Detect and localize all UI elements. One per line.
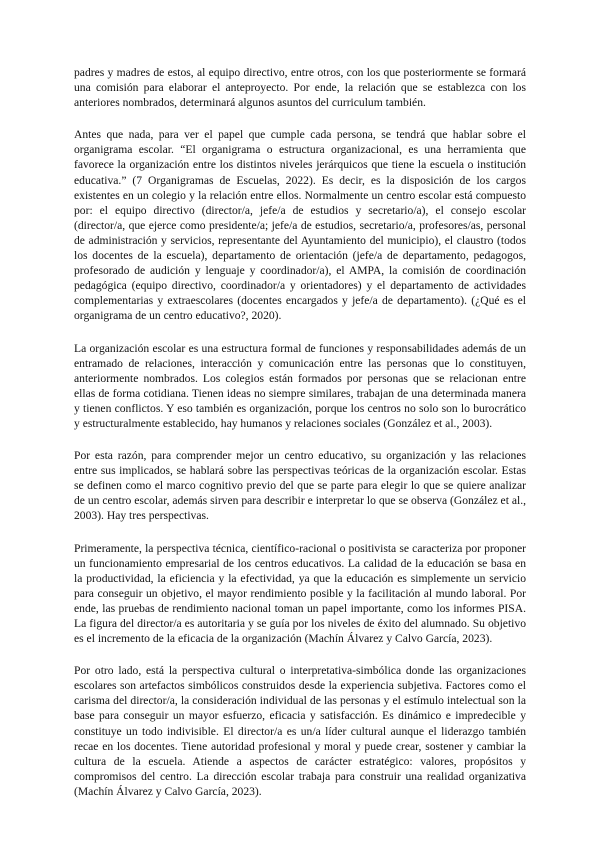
paragraph-organizacion-escolar: La organización escolar es una estructura formal de funciones y responsabilidades además de un entramado de relaciones, interacción y comunicación entre las personas que lo constituyen, anteriormente nombrados. Los colegios están formados por personas que se relacionan entre ellas de forma cotidiana. Tienen ideas no siempre similares, trabajan de una determinada manera y tienen conflictos. Y eso también es organización, porque los centros no solo son lo burocrático y estructuralmente establecido, hay humanos y relaciones sociales (González et al., 2003). (74, 341, 526, 430)
document-page (74, 65, 526, 816)
paragraph-organigrama: Antes que nada, para ver el papel que cumple cada persona, se tendrá que hablar sobre el organigrama escolar. “El organigrama o estructura organizacional, es una herramienta que favorece la organización entre los distintos niveles jerárquicos que tiene la escuela o institución educativa.” (7 Organigramas de Escuelas, 2022). Es decir, es la disposición de los cargos existentes en un colegio y la relación entre ellos. Normalmente un centro escolar está compuesto por: el equipo directivo (director/a, jefe/a de estudios y secretario/a), el consejo escolar (director/a, que ejerce como presidente/a; jefe/a de estudios, secretario/a, profesores/as, personal de administración y servicios, representante del Ayuntamiento del municipio), el claustro (todos los docentes de la escuela), departamento de orientación (jefe/a de departamento, pedagogos, profesorado de audición y lenguaje y coordinador/a), el AMPA, la comisión de coordinación pedagógica (equipo directivo, coordinador/a y orientadores) y el departamento de actividades complementarias y extraescolares (docentes encargados y jefe/a de departamento). (¿Qué es el organigrama de un centro educativo?, 2020). (74, 128, 526, 323)
paragraph-perspectiva-cultural: Por otro lado, está la perspectiva cultural o interpretativa-simbólica donde las organizaciones escolares son artefactos simbólicos construidos desde la experiencia subjetiva. Factores como el carisma del director/a, la consideración individual de las personas y el estímulo intelectual son la base para conseguir un mayor esfuerzo, eficacia y satisfacción. Es dinámico e impredecible y constituye un todo indivisible. El director/a es un/a líder cultural aunque el liderazgo también recae en los docentes. Tiene autoridad profesional y moral y puede crear, sostener y cambiar la cultura de la escuela. Atiende a aspectos de carácter estratégico: valores, propósitos y compromisos del centro. La dirección escolar trabaja para construir una realidad organizativa (Machín Álvarez y Calvo García, 2023). (74, 664, 526, 798)
paragraph-anteproyecto: padres y madres de estos, al equipo directivo, entre otros, con los que posteriormente se formará una comisión para elaborar el anteproyecto. Por ende, la relación que se establezca con los anteriores nombrados, determinará algunos asuntos del curriculum también. (74, 66, 526, 110)
paragraph-perspectiva-tecnica: Primeramente, la perspectiva técnica, científico-racional o positivista se caracteriza por proponer un funcionamiento empresarial de los centros educativos. La calidad de la educación se basa en la productividad, la eficiencia y la efectividad, ya que la educación es simplemente un servicio para conseguir un objetivo, el mayor rendimiento posible y la facilitación al mundo laboral. Por ende, las pruebas de rendimiento nacional toman un papel importante, como los informes PISA. La figura del director/a es autoritaria y se guía por los niveles de éxito del alumnado. Su objetivo es el incremento de la eficacia de la organización (Machín Álvarez y Calvo García, 2023). (74, 541, 526, 646)
paragraph-perspectivas: Por esta razón, para comprender mejor un centro educativo, su organización y las relaciones entre sus implicados, se hablará sobre las perspectivas teóricas de la organización escolar. Estas se definen como el marco cognitivo previo del que se parte para elegir lo que se quiere analizar de un centro escolar, además sirven para describir e interpretar lo que se observa (González et al., 2003). Hay tres perspectivas. (74, 449, 526, 523)
